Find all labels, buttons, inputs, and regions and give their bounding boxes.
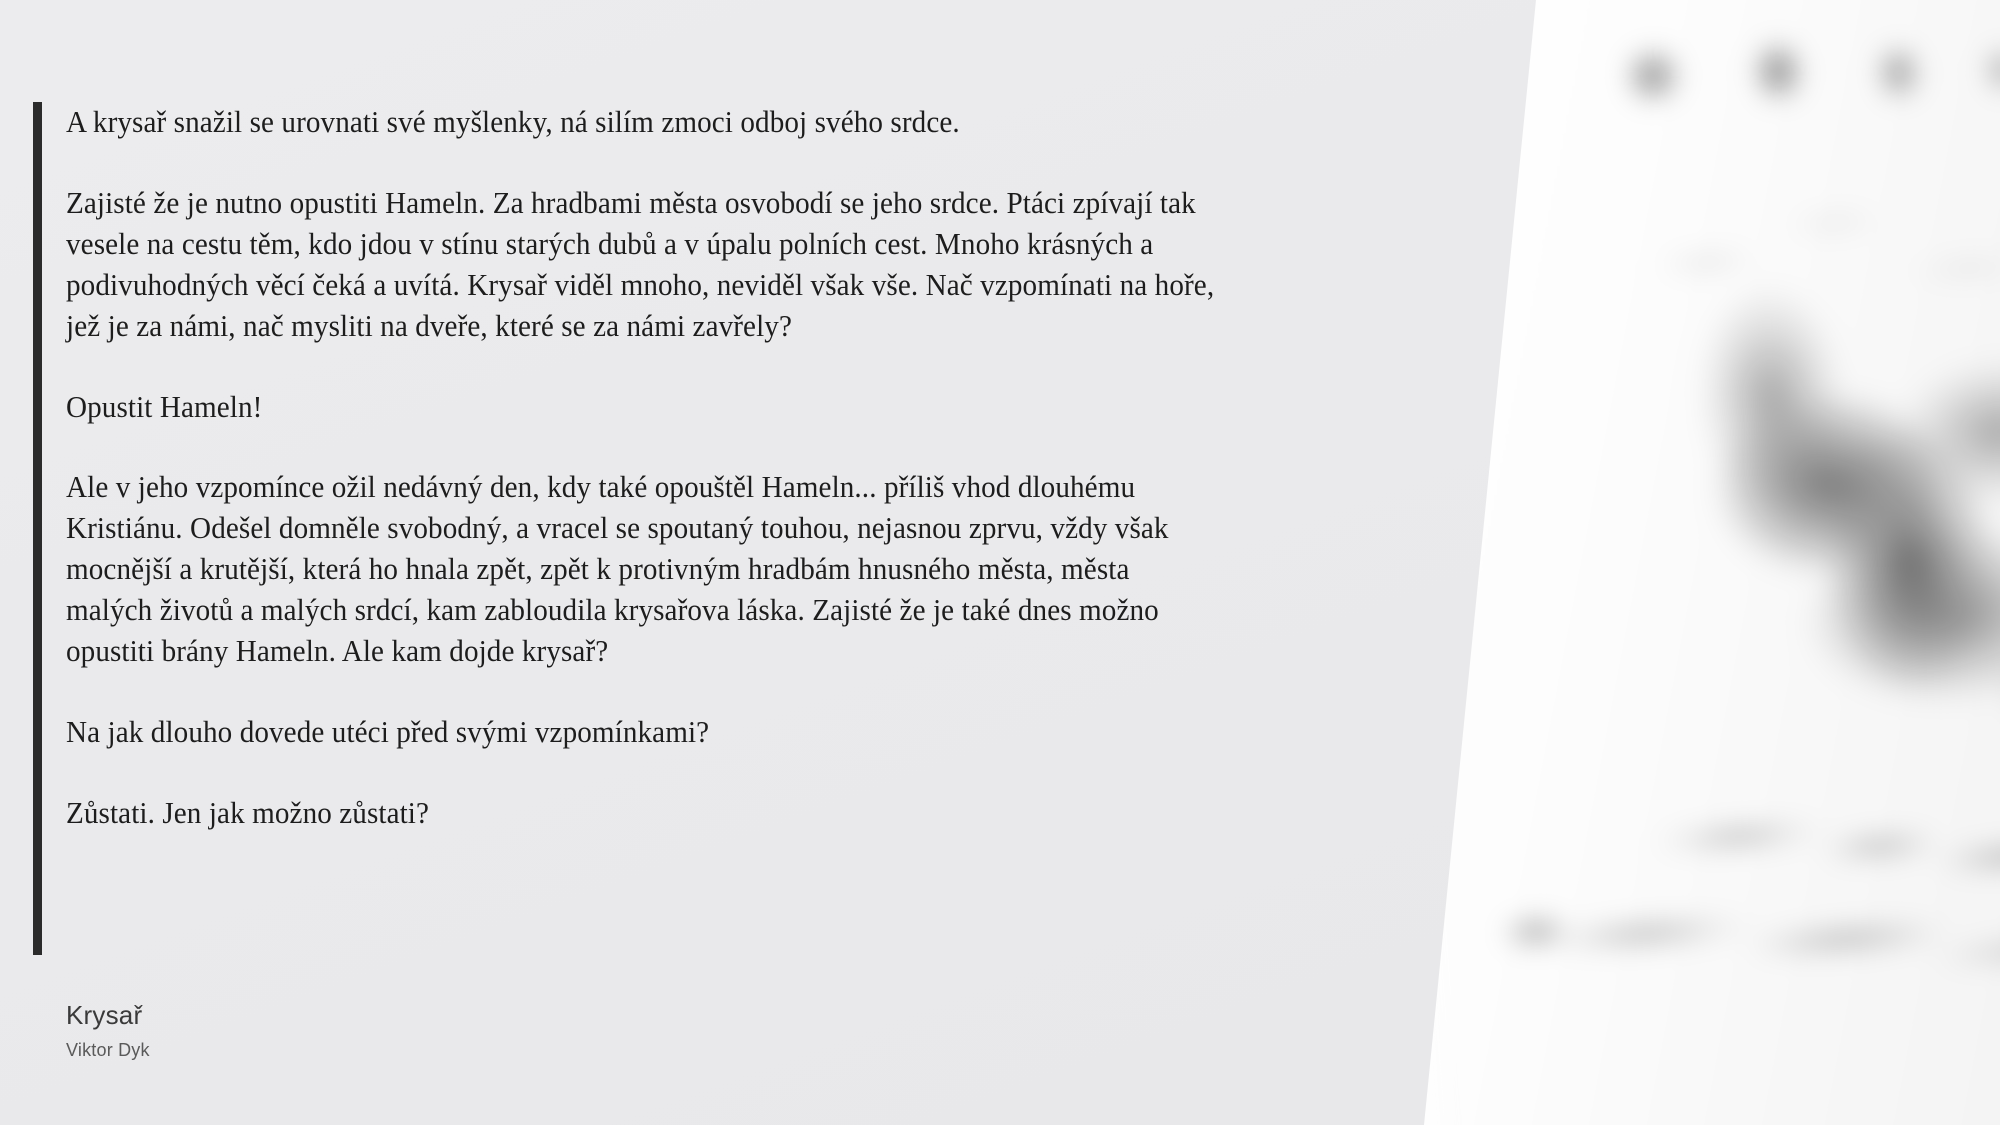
quote-paragraph: Zůstati. Jen jak možno zůstati? bbox=[66, 794, 430, 830]
quote-text-container bbox=[66, 102, 1296, 834]
quote-paragraph: Ale v jeho vzpomínce ožil nedávný den, kdy také opouštěl Hameln... příliš vhod dlouhému Kristiánu. Odešel domněle svobodný, a vracel se spoutaný touhou, nejasnou zprvu, vždy však mocnější a krutější, která ho hnala zpět, zpět k protivným hradbám hnusného města, města malých životů a malých srdcí, kam zabloudila krysařova láska. Zajisté že je také dnes možno opustiti brány Hameln. Ale kam dojde krysař? bbox=[66, 469, 1169, 669]
quote-paragraph: Zajisté že je nutno opustiti Hameln. Za hradbami města osvobodí se jeho srdce. Ptáci zpívají tak vesele na cestu těm, kdo jdou v stínu starých dubů a v úpalu polních cest. Mnoho krásných a podivuhodných věcí čeká a uvítá. Krysař viděl mnoho, neviděl však vše. Nač vzpomínati na hoře, jež je za námi, nač mysliti na dveře, které se za námi zavřely? bbox=[66, 184, 1215, 343]
attribution bbox=[66, 1000, 150, 1061]
work-title: Krysař bbox=[66, 1000, 143, 1030]
quote-paragraph: A krysař snažil se urovnati své myšlenky, ná silím zmoci odboj svého srdce. bbox=[66, 104, 960, 139]
quote-accent-bar bbox=[33, 102, 42, 955]
quote-paragraph: Opustit Hameln! bbox=[66, 388, 263, 424]
quote-block bbox=[33, 102, 1333, 834]
quote-paragraph: Na jak dlouho dovede utéci před svými vzpomínkami? bbox=[66, 713, 710, 749]
work-author: Viktor Dyk bbox=[66, 1040, 150, 1061]
